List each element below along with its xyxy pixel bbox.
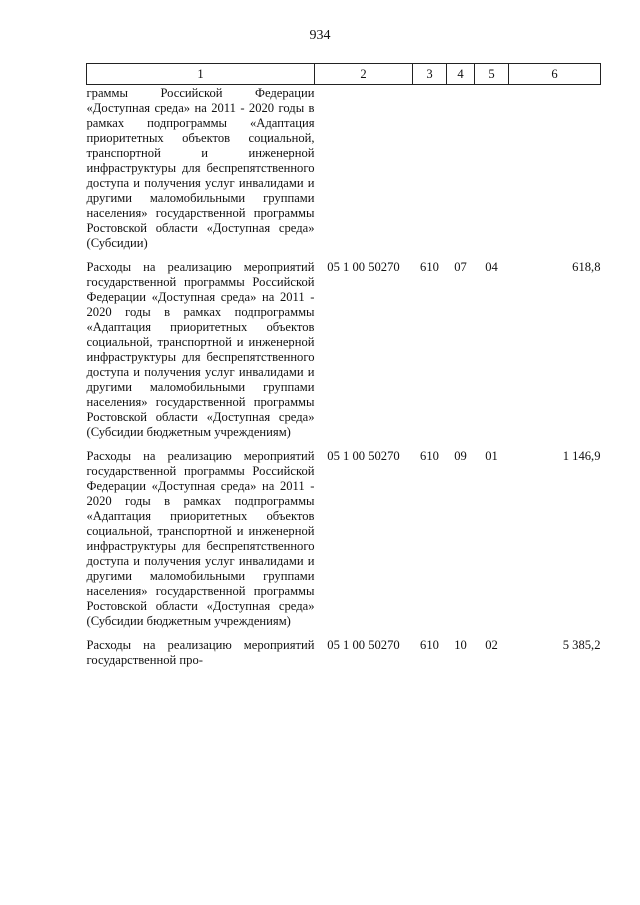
- column-header-6: 6: [509, 64, 601, 85]
- row-target-code: 05 1 00 50270: [327, 260, 400, 274]
- row-target-code: 05 1 00 50270: [327, 638, 400, 652]
- row-expense-type: 610: [420, 260, 439, 274]
- column-header-2: 2: [315, 64, 413, 85]
- table-row: [87, 251, 601, 440]
- row-subsection: [475, 85, 509, 252]
- row-expense-type: [413, 85, 447, 252]
- budget-table: [86, 63, 601, 668]
- row-subsection: 01: [485, 449, 498, 463]
- row-subsection: 02: [485, 638, 498, 652]
- row-amount: 5 385,2: [562, 638, 601, 652]
- page-number: 934: [309, 28, 331, 43]
- column-header-3: 3: [413, 64, 447, 85]
- table-row: [87, 629, 601, 668]
- row-amount: 1 146,9: [562, 449, 601, 463]
- row-section: 09: [454, 449, 467, 463]
- row-target-code: 05 1 00 50270: [327, 449, 400, 463]
- table-row: [87, 85, 601, 252]
- table-row: [87, 440, 601, 629]
- row-amount: [509, 85, 601, 252]
- row-section: [447, 85, 475, 252]
- row-description: Расходы на реализацию мероприятий государственной про-: [86, 638, 315, 667]
- row-description: Расходы на реализацию мероприятий государственной программы Российской Федерации «Доступная среда» на 2011 - 2020 годы в рамках подпрограммы «Адаптация приоритетных объектов социальной, транспортной и инженерной инфраструктуры для беспрепятственного доступа и получения услуг инвалидами и другими маломобильными группами населения» государственной программы Ростовской области «Доступная среда» (Субсидии бюджетным учреждениям): [86, 260, 315, 439]
- row-description: Расходы на реализацию мероприятий государственной программы Российской Федерации «Доступная среда» на 2011 - 2020 годы в рамках подпрограммы «Адаптация приоритетных объектов социальной, транспортной и инженерной инфраструктуры для беспрепятственного доступа и получения услуг инвалидами и другими маломобильными группами населения» государственной программы Ростовской области «Доступная среда» (Субсидии бюджетным учреждениям): [86, 449, 315, 628]
- row-target-code: [315, 85, 413, 252]
- row-amount: 618,8: [572, 260, 601, 274]
- column-header-1: 1: [87, 64, 315, 85]
- column-header-5: 5: [475, 64, 509, 85]
- row-expense-type: 610: [420, 449, 439, 463]
- column-header-4: 4: [447, 64, 475, 85]
- table-header-row: [87, 64, 601, 85]
- row-section: 10: [454, 638, 467, 652]
- row-description: граммы Российской Федерации «Доступная среда» на 2011 - 2020 годы в рамках подпрограммы «Адаптация приоритетных объектов социальной, транспортной и инженерной инфраструктуры для беспрепятственного доступа и получения услуг инвалидами и другими маломобильными группами населения» государственной программы Ростовской области «Доступная среда» (Субсидии): [86, 86, 315, 250]
- row-expense-type: 610: [420, 638, 439, 652]
- row-subsection: 04: [485, 260, 498, 274]
- row-section: 07: [454, 260, 467, 274]
